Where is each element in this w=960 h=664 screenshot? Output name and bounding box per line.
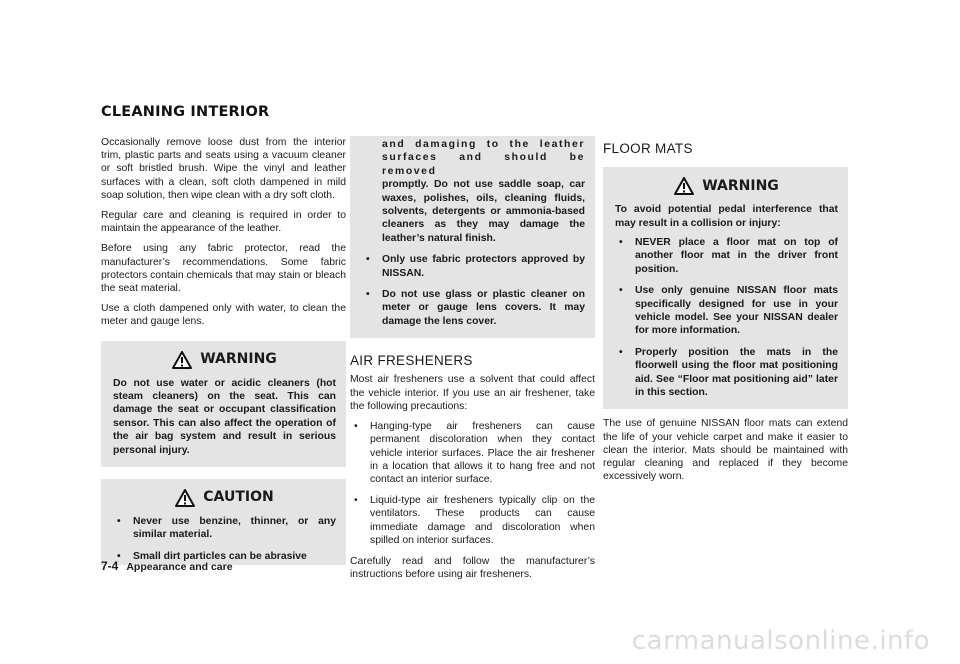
caution-list: [113, 515, 336, 563]
floor-mats-warning-list: [615, 236, 838, 399]
paragraph: Carefully read and follow the manufacturer’s instructions before using air fresheners.: [350, 555, 595, 581]
warning-heading: [615, 177, 838, 195]
warning-intro: To avoid potential pedal interference that may result in a collision or injury:: [615, 204, 838, 229]
watermark: carmanualsonline.info: [631, 626, 930, 656]
list-item: • Liquid-type air fresheners typically clip on the ventilators. These products can cause immediate damage and discoloration when spilled on interior surfaces.: [350, 494, 595, 547]
floor-mats-warning-box: [603, 167, 848, 409]
paragraph: Regular care and cleaning is required in order to maintain the appearance of the leather.: [101, 210, 346, 235]
caution-heading-text: CAUTION: [203, 489, 274, 506]
caution-heading: [113, 489, 336, 507]
warning-triangle-icon: [172, 351, 192, 369]
column-2: [350, 136, 595, 588]
caution-continued-text: [362, 138, 585, 245]
list-item: • Use only genuine NISSAN floor mats specifically designed for use in your vehicle model. See your NISSAN dealer for more information.: [615, 284, 838, 338]
column-3: [603, 136, 848, 491]
air-fresheners-heading: AIR FRESHENERS: [350, 353, 473, 369]
caution-continued-lead: and damaging to the leather surfaces and should be removed: [382, 139, 585, 177]
caution-list-continued: [362, 253, 585, 328]
page-number: 7-4: [101, 559, 119, 573]
list-item: • Small dirt particles can be abrasive: [113, 550, 336, 563]
list-item: • Properly position the mats in the floorwell using the floor mat positioning aid. See “Floor mat positioning aid” later in this section.: [615, 346, 838, 400]
list-item: • Hanging-type air fresheners can cause permanent discoloration when they contact vehicle interior surfaces. Place the air freshener in a location that allows it to hang free and not contact an interior surface.: [350, 420, 595, 486]
column-1: [101, 136, 346, 565]
list-item: • Never use benzine, thinner, or any similar material.: [113, 515, 336, 542]
footer-section-name: Appearance and care: [126, 561, 233, 573]
warning-heading: [113, 351, 336, 369]
warning-text: Do not use water or acidic cleaners (hot steam cleaners) on the seat. This can damage the seat or occupant classification sensor. This can also affect the operation of the air bag system and result in serious personal injury.: [113, 377, 336, 456]
list-item: • Do not use glass or plastic cleaner on meter or gauge lens covers. It may damage the lens cover.: [362, 288, 585, 328]
warning-heading-text: WARNING: [200, 350, 277, 367]
paragraph: The use of genuine NISSAN floor mats can extend the life of your vehicle carpet and make it easier to clean the interior. Mats should be maintained with regular cleaning and replaced if they become excessively worn.: [603, 418, 848, 483]
page-footer: [101, 559, 233, 573]
warning-heading-text: WARNING: [702, 177, 779, 194]
list-item: • NEVER place a floor mat on top of another floor mat in the driver front position.: [615, 236, 838, 276]
air-fresheners-list: [350, 420, 595, 547]
caution-continued-rest: promptly. Do not use saddle soap, car waxes, polishes, oils, cleaning fluids, solvents, detergents or ammonia-based cleaners as they may damage the leather’s natural finish.: [382, 179, 585, 244]
section-title: CLEANING INTERIOR: [101, 104, 270, 120]
caution-triangle-icon: [175, 489, 195, 507]
paragraph: Most air fresheners use a solvent that could affect the vehicle interior. If you use an air freshener, take the following precautions:: [350, 374, 595, 412]
paragraph: Before using any fabric protector, read the manufacturer’s recommendations. Some fabric protectors contain chemicals that may stain or bleach the seat material.: [101, 243, 346, 295]
floor-mats-heading: FLOOR MATS: [603, 141, 693, 156]
list-item: • Only use fabric protectors approved by NISSAN.: [362, 253, 585, 280]
caution-box-continued: [350, 136, 595, 338]
paragraph: Use a cloth dampened only with water, to clean the meter and gauge lens.: [101, 303, 346, 328]
warning-triangle-icon: [674, 177, 694, 195]
caution-box: [101, 479, 346, 565]
warning-box: [101, 341, 346, 467]
paragraph: Occasionally remove loose dust from the interior trim, plastic parts and seats using a vacuum cleaner or soft bristled brush. Wipe the vinyl and leather surfaces with a clean, soft cloth dampened in mild soap solution, then wipe clean with a dry soft cloth.: [101, 137, 346, 201]
